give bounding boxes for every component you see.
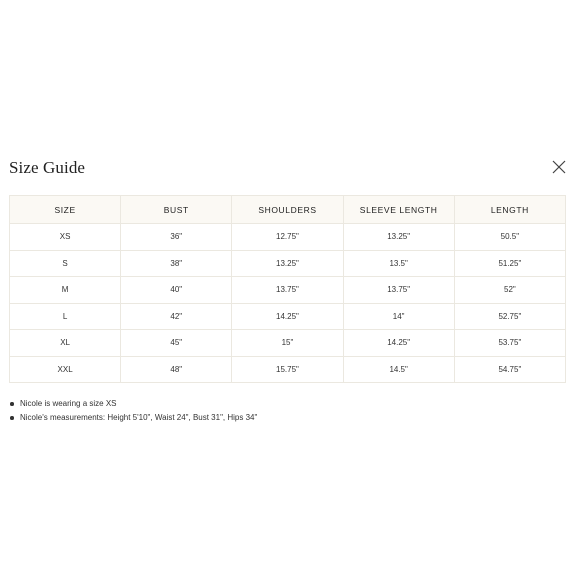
cell-length: 53.75" — [454, 330, 565, 357]
cell-size: XL — [10, 330, 121, 357]
table-row — [10, 330, 566, 357]
model-notes — [9, 397, 257, 425]
header-bust: BUST — [121, 196, 232, 224]
header-size: SIZE — [10, 196, 121, 224]
cell-sleeve-length: 14.5" — [343, 356, 454, 383]
cell-length: 51.25" — [454, 250, 565, 277]
cell-size: M — [10, 277, 121, 304]
cell-bust: 40" — [121, 277, 232, 304]
cell-length: 52" — [454, 277, 565, 304]
cell-size: S — [10, 250, 121, 277]
cell-bust: 36" — [121, 224, 232, 251]
cell-shoulders: 12.75" — [232, 224, 343, 251]
list-item — [9, 411, 257, 425]
cell-sleeve-length: 14.25" — [343, 330, 454, 357]
cell-sleeve-length: 14" — [343, 303, 454, 330]
cell-bust: 48" — [121, 356, 232, 383]
cell-length: 52.75" — [454, 303, 565, 330]
cell-bust: 45" — [121, 330, 232, 357]
cell-size: XXL — [10, 356, 121, 383]
header-sleeve-length: SLEEVE LENGTH — [343, 196, 454, 224]
cell-sleeve-length: 13.5" — [343, 250, 454, 277]
header-shoulders: SHOULDERS — [232, 196, 343, 224]
table-row — [10, 250, 566, 277]
header-length: LENGTH — [454, 196, 565, 224]
close-button[interactable] — [551, 159, 567, 175]
cell-size: XS — [10, 224, 121, 251]
table-row — [10, 356, 566, 383]
table-row — [10, 303, 566, 330]
list-item — [9, 397, 257, 411]
cell-shoulders: 13.25" — [232, 250, 343, 277]
cell-length: 54.75" — [454, 356, 565, 383]
table-row — [10, 224, 566, 251]
size-table — [9, 195, 566, 383]
note-text: Nicole is wearing a size XS — [20, 399, 117, 408]
cell-shoulders: 14.25" — [232, 303, 343, 330]
cell-length: 50.5" — [454, 224, 565, 251]
bullet-icon — [10, 416, 14, 420]
cell-shoulders: 15" — [232, 330, 343, 357]
modal-title: Size Guide — [9, 158, 86, 177]
close-icon — [551, 159, 567, 175]
cell-bust: 38" — [121, 250, 232, 277]
bullet-icon — [10, 402, 14, 406]
cell-size: L — [10, 303, 121, 330]
cell-sleeve-length: 13.75" — [343, 277, 454, 304]
cell-sleeve-length: 13.25" — [343, 224, 454, 251]
note-text: Nicole's measurements: Height 5'10", Waist 24", Bust 31", Hips 34" — [20, 413, 258, 422]
table-header-row — [10, 196, 566, 224]
cell-bust: 42" — [121, 303, 232, 330]
cell-shoulders: 13.75" — [232, 277, 343, 304]
table-row — [10, 277, 566, 304]
cell-shoulders: 15.75" — [232, 356, 343, 383]
